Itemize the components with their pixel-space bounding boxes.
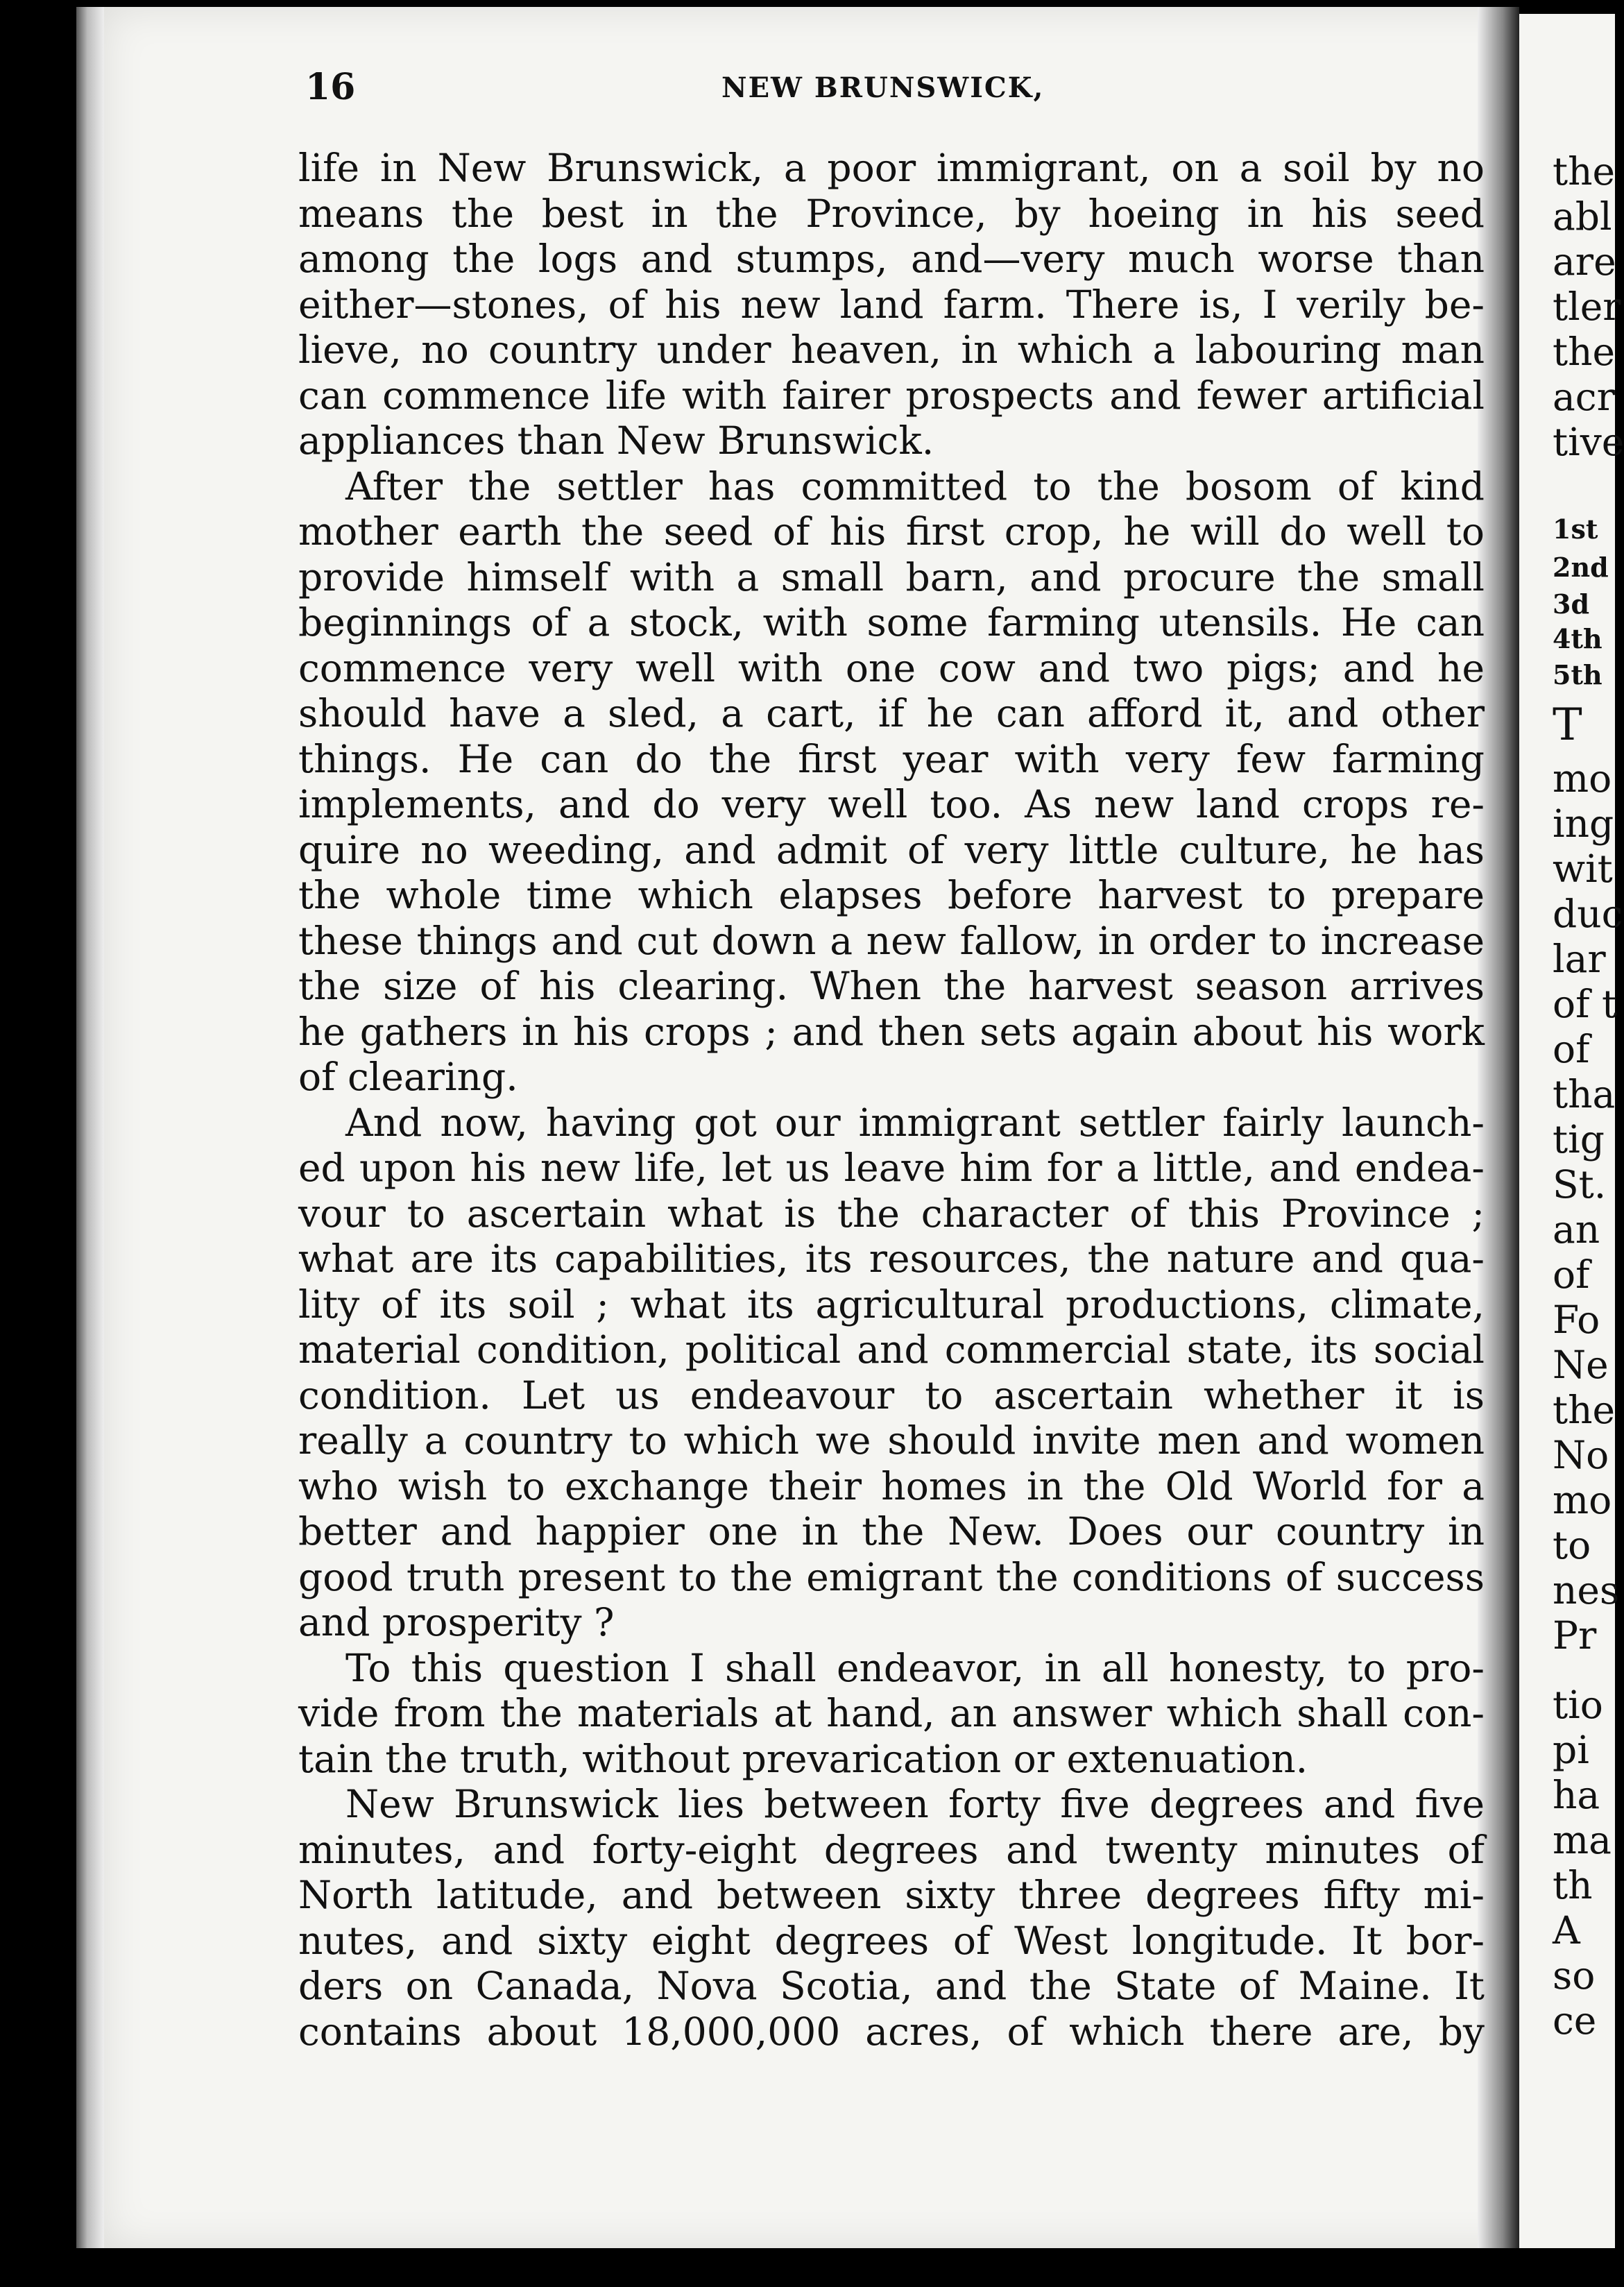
text-line: life in New Brunswick, a poor immigrant, on a soil by no bbox=[298, 146, 1485, 190]
text-line: what are its capabilities, its resources, the nature and qua- bbox=[298, 1236, 1485, 1281]
fragment-line: lar bbox=[1553, 937, 1606, 981]
fragment-line: St. bbox=[1553, 1162, 1607, 1207]
fragment-line: Fo bbox=[1553, 1298, 1600, 1342]
text-line: lity of its soil ; what its agricultural productions, climate, bbox=[298, 1282, 1485, 1327]
page-number: 16 bbox=[305, 66, 356, 108]
fragment-line: so bbox=[1553, 1953, 1596, 1998]
text-line: he gathers in his crops ; and then sets again about his work bbox=[298, 1009, 1485, 1054]
text-line: material condition, political and commercial state, its social bbox=[298, 1327, 1485, 1372]
text-line: should have a sled, a cart, if he can afford it, and other bbox=[298, 691, 1485, 736]
fragment-line: tha bbox=[1553, 1072, 1616, 1116]
text-line: To this question I shall endeavor, in all honesty, to pro- bbox=[345, 1645, 1485, 1690]
text-line: the size of his clearing. When the harvest season arrives bbox=[298, 964, 1485, 1008]
left-page-edge bbox=[76, 7, 104, 2248]
fragment-line: tig bbox=[1553, 1117, 1605, 1162]
fragment-line: tive bbox=[1553, 420, 1624, 464]
fragment-line: ce bbox=[1553, 1998, 1597, 2043]
fragment-line: of t bbox=[1553, 982, 1618, 1026]
scan-speck bbox=[12, 767, 19, 775]
text-line: nutes, and sixty eight degrees of West longitude. It bor- bbox=[298, 1918, 1485, 1963]
text-line: either—stones, of his new land farm. There is, I verily be- bbox=[298, 282, 1485, 327]
text-line: North latitude, and between sixty three degrees fifty mi- bbox=[298, 1873, 1485, 1917]
fragment-line: mo bbox=[1553, 756, 1612, 801]
text-line: who wish to exchange their homes in the Old World for a bbox=[298, 1463, 1485, 1508]
text-line: better and happier one in the New. Does our country in bbox=[298, 1509, 1485, 1554]
text-line: vour to ascertain what is the character of this Province ; bbox=[298, 1191, 1485, 1236]
text-line: provide himself with a small barn, and procure the small bbox=[298, 554, 1485, 600]
text-line: After the settler has committed to the bosom of kind bbox=[345, 464, 1485, 509]
text-line: beginnings of a stock, with some farming utensils. He can bbox=[298, 600, 1485, 645]
text-line: lieve, no country under heaven, in which a labouring man bbox=[298, 328, 1485, 372]
fragment-line: T bbox=[1553, 699, 1582, 751]
fragment-line: ing bbox=[1553, 801, 1614, 846]
fragment-line: of bbox=[1553, 1252, 1590, 1297]
fragment-line: 3d bbox=[1553, 588, 1590, 620]
fragment-line: an bbox=[1553, 1207, 1600, 1252]
text-line: these things and cut down a new fallow, in order to increase bbox=[298, 918, 1485, 963]
fragment-line: the bbox=[1553, 149, 1616, 194]
fragment-line: tler bbox=[1553, 284, 1621, 329]
text-line: good truth present to the emigrant the conditions of success bbox=[298, 1554, 1485, 1599]
text-line: And now, having got our immigrant settler fairly launch- bbox=[345, 1100, 1485, 1145]
text-line: vide from the materials at hand, an answer which shall con- bbox=[298, 1691, 1485, 1735]
text-line: can commence life with fairer prospects and fewer artificial bbox=[298, 373, 1485, 418]
fragment-line: 5th bbox=[1553, 659, 1602, 690]
text-line: appliances than New Brunswick. bbox=[298, 418, 934, 463]
text-line: quire no weeding, and admit of very little culture, he has bbox=[298, 827, 1485, 872]
text-line: mother earth the seed of his first crop, he will do well to bbox=[298, 509, 1485, 554]
scan-speck bbox=[17, 1166, 24, 1174]
page-header bbox=[305, 66, 1471, 114]
fragment-line: Pr bbox=[1553, 1613, 1597, 1658]
text-line: ed upon his new life, let us leave him for a little, and endea- bbox=[298, 1146, 1485, 1190]
fragment-line: duc bbox=[1553, 892, 1623, 936]
fragment-line: ha bbox=[1553, 1773, 1600, 1817]
fragment-line: nes bbox=[1553, 1568, 1620, 1613]
text-line: of clearing. bbox=[298, 1055, 518, 1099]
text-line: condition. Let us endeavour to ascertain whether it is bbox=[298, 1372, 1485, 1418]
main-text-column bbox=[298, 146, 1485, 2055]
text-line: New Brunswick lies between forty five degrees and five bbox=[345, 1782, 1485, 1826]
fragment-line: of bbox=[1553, 1027, 1590, 1071]
fragment-line: are bbox=[1553, 239, 1616, 284]
running-head: NEW BRUNSWICK, bbox=[721, 71, 1045, 104]
fragment-line: A bbox=[1553, 1908, 1580, 1953]
text-line: and prosperity ? bbox=[298, 1600, 615, 1644]
fragment-line: No bbox=[1553, 1433, 1609, 1477]
text-line: tain the truth, without prevarication or extenuation. bbox=[298, 1736, 1308, 1781]
fragment-line: wit bbox=[1553, 847, 1613, 891]
fragment-line: 4th bbox=[1553, 623, 1602, 654]
fragment-line: to bbox=[1553, 1523, 1591, 1567]
fragment-line: acr bbox=[1553, 375, 1615, 419]
fragment-line: 2nd bbox=[1553, 552, 1609, 583]
text-line: things. He can do the first year with very few farming bbox=[298, 736, 1485, 781]
fragment-line: tio bbox=[1553, 1683, 1603, 1727]
text-line: the whole time which elapses before harvest to prepare bbox=[298, 873, 1485, 917]
fragment-line: th bbox=[1553, 1863, 1593, 1907]
fragment-line: pi bbox=[1553, 1728, 1589, 1772]
fragment-line: abl bbox=[1553, 194, 1612, 239]
fragment-line: the bbox=[1553, 330, 1616, 374]
fragment-line: mo bbox=[1553, 1478, 1612, 1522]
fragment-line: Ne bbox=[1553, 1343, 1609, 1387]
fragment-line: the bbox=[1553, 1388, 1616, 1432]
text-line: minutes, and forty-eight degrees and twenty minutes of bbox=[298, 1827, 1485, 1872]
text-line: implements, and do very well too. As new land crops re- bbox=[298, 782, 1485, 826]
fragment-line: ma bbox=[1553, 1818, 1612, 1862]
text-line: ders on Canada, Nova Scotia, and the State of Maine. It bbox=[298, 1964, 1485, 2008]
text-line: means the best in the Province, by hoeing in his seed bbox=[298, 191, 1485, 236]
text-line: among the logs and stumps, and—very much worse than bbox=[298, 237, 1485, 281]
text-line: really a country to which we should invite men and women bbox=[298, 1418, 1485, 1463]
text-line: contains about 18,000,000 acres, of which there are, by bbox=[298, 2009, 1485, 2054]
fragment-line: 1st bbox=[1553, 513, 1598, 545]
text-line: commence very well with one cow and two pigs; and he bbox=[298, 645, 1485, 690]
